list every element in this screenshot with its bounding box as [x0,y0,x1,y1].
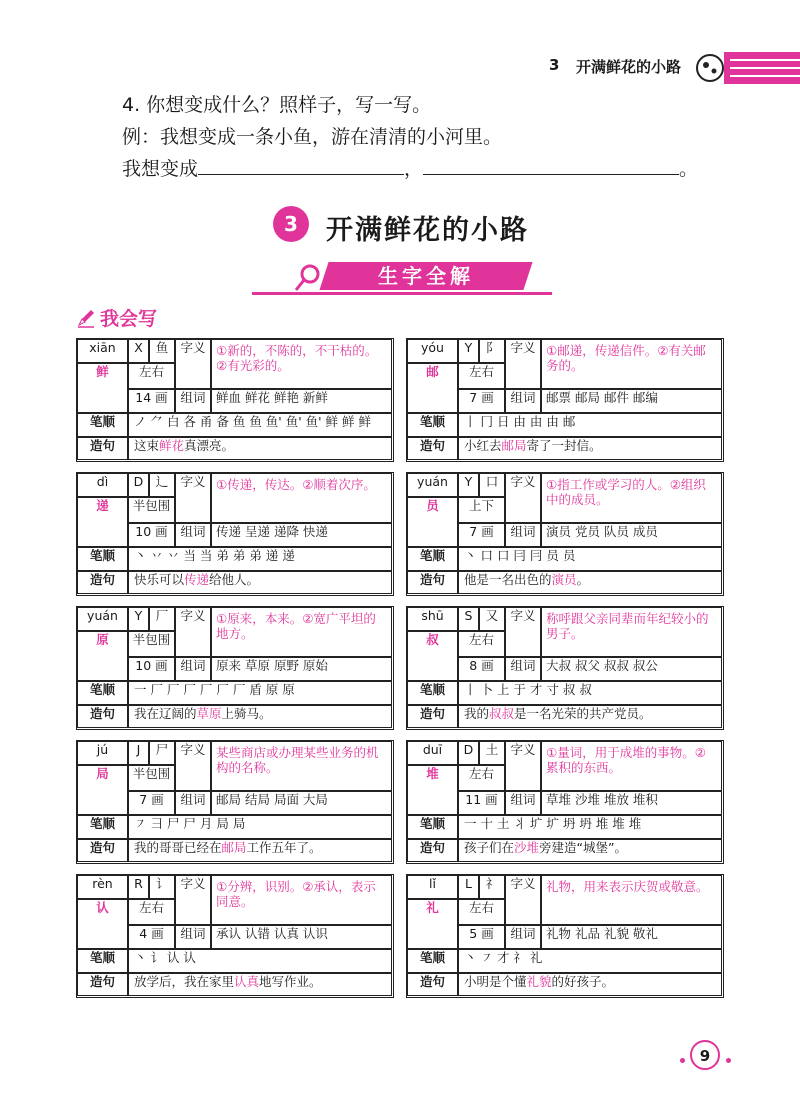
meaning-text: ①量词，用于成堆的事物。②累积的东西。 [541,741,722,791]
meaning-text: 礼物，用来表示庆贺或敬意。 [541,875,722,925]
sentence-pre: 小明是个懂 [464,974,527,989]
stroke-count: 11 画 [458,791,505,815]
sentence-pre: 这束 [134,438,160,453]
initial-letter: Y [458,339,479,363]
sentence-highlight: 传递 [184,572,210,587]
sentence-highlight: 礼貌 [526,974,552,989]
meaning-text: ①新的，不陈的，不干枯的。②有光彩的。 [211,339,392,389]
sentence-pre: 快乐可以 [134,572,185,587]
strokes-label: 笔顺 [77,949,128,973]
pinyin: dì [77,473,128,497]
initial-letter: S [458,607,479,631]
radical: 尸 [149,741,175,765]
sentence-highlight: 草原 [196,706,222,721]
subsection-label: 我会写 [100,308,158,330]
words-label: 组词 [175,389,211,413]
character-card [406,472,724,596]
initial-letter: Y [458,473,479,497]
character-card [76,338,394,462]
strokes-label: 笔顺 [407,949,458,973]
sentence-post: 的好孩子。 [551,974,615,989]
sentence-label: 造句 [77,571,128,594]
pinyin: xiān [77,339,128,363]
word-list: 承认 认错 认真 认识 [211,925,392,949]
fill-prefix: 我想变成 [122,158,199,180]
stroke-count: 8 画 [458,657,505,681]
stroke-count: 7 画 [458,523,505,547]
sentence-post: 旁建造“城堡”。 [539,840,627,855]
sentence-pre: 小红去 [464,438,502,453]
example-sentence [128,705,392,728]
meaning-text: 某些商店或办理某些业务的机构的名称。 [211,741,392,791]
fill-comma: ， [404,158,424,180]
page-dot-right [726,1058,731,1063]
stroke-count: 14 画 [128,389,175,413]
sentence-label: 造句 [77,973,128,996]
character-card [406,338,724,462]
sentence-post: 地写作业。 [259,974,322,989]
pinyin: lǐ [407,875,458,899]
sentence-highlight: 认真 [234,974,260,989]
words-label: 组词 [505,523,541,547]
page-dot-left [680,1058,685,1063]
structure: 左右 [128,363,175,389]
character-card [406,874,724,998]
meaning-label: 字义 [175,741,211,791]
sentence-post: 。 [576,572,590,587]
stroke-order: 一 厂 厂 厂 厂 厂 厂 盾 原 原 [128,681,392,705]
sentence-label: 造句 [77,705,128,728]
sentence-highlight: 叔叔 [489,706,515,721]
meaning-text: ①传递，传达。②顺着次序。 [211,473,392,523]
words-label: 组词 [505,925,541,949]
character: 认 [77,899,128,949]
meaning-text: 称呼跟父亲同辈而年纪较小的男子。 [541,607,722,657]
word-list: 礼物 礼品 礼貌 敬礼 [541,925,722,949]
initial-letter: D [458,741,479,765]
initial-letter: X [128,339,149,363]
word-list: 大叔 叔父 叔叔 叔公 [541,657,722,681]
sentence-post: 工作五年了。 [246,840,322,855]
meaning-label: 字义 [505,473,541,523]
question-example: 例：我想变成一条小鱼，游在清清的小河里。 [122,126,503,148]
stroke-order: 丶 ㇇ 才 礻 礼 [458,949,722,973]
structure: 半包围 [128,765,175,791]
strokes-label: 笔顺 [407,547,458,571]
radical: 厂 [149,607,175,631]
pinyin: yuán [407,473,458,497]
example-sentence [458,839,722,862]
character-card [76,874,394,998]
example-sentence [458,973,722,996]
initial-letter: Y [128,607,149,631]
example-sentence [458,571,722,594]
meaning-label: 字义 [175,607,211,657]
word-list: 草堆 沙堆 堆放 堆积 [541,791,722,815]
sentence-highlight: 鲜花 [159,438,185,453]
meaning-text: ①原来，本来。②宽广平坦的地方。 [211,607,392,657]
stroke-order: ㇇ 彐 尸 尸 月 局 局 [128,815,392,839]
initial-letter: J [128,741,149,765]
strokes-label: 笔顺 [407,681,458,705]
meaning-label: 字义 [505,607,541,657]
lesson-heading [0,198,800,248]
strokes-label: 笔顺 [77,413,128,437]
sentence-label: 造句 [407,839,458,862]
radical: 礻 [479,875,505,899]
initial-letter: L [458,875,479,899]
header-decoration-icon [694,46,800,90]
meaning-text: ①分辨，识别。②承认，表示同意。 [211,875,392,925]
sentence-pre: 他是一名出色的 [464,572,552,587]
answer-blank-2[interactable] [423,156,679,175]
pencil-icon [76,308,96,328]
words-label: 组词 [505,657,541,681]
meaning-label: 字义 [505,875,541,925]
pinyin: yóu [407,339,458,363]
sentence-post: 给他人。 [209,572,260,587]
structure: 左右 [458,631,505,657]
sentence-post: 是一名光荣的共产党员。 [514,706,652,721]
character-card [406,740,724,864]
sentence-pre: 我的哥哥已经在 [134,840,222,855]
sentence-label: 造句 [407,705,458,728]
sentence-label: 造句 [77,437,128,460]
pinyin: duī [407,741,458,765]
word-list: 原来 草原 原野 原始 [211,657,392,681]
lesson-number-badge: 3 [273,206,309,242]
stroke-order: ノ ⺈ 白 各 甬 备 鱼 鱼 鱼' 鱼' 鱼' 鲜 鲜 鲜 [128,413,392,437]
meaning-label: 字义 [175,339,211,389]
radical: 又 [479,607,505,631]
character: 局 [77,765,128,815]
word-list: 演员 党员 队员 成员 [541,523,722,547]
answer-blank-1[interactable] [198,156,404,175]
example-sentence [128,973,392,996]
stroke-order: 丶 讠 认 认 [128,949,392,973]
sentence-highlight: 演员 [551,572,577,587]
stroke-order: 丶 丷 丷 当 当 弟 弟 弟 递 递 [128,547,392,571]
character: 鲜 [77,363,128,413]
radical: 辶 [149,473,175,497]
structure: 半包围 [128,497,175,523]
word-list: 鲜血 鲜花 鲜艳 新鲜 [211,389,392,413]
sentence-highlight: 邮局 [221,840,247,855]
radical: 土 [479,741,505,765]
pinyin: jú [77,741,128,765]
sentence-label: 造句 [77,839,128,862]
structure: 左右 [458,899,505,925]
character: 员 [407,497,458,547]
strokes-label: 笔顺 [77,815,128,839]
example-sentence [458,437,722,460]
pinyin: shū [407,607,458,631]
question-fill-line [122,156,698,182]
character-card [76,740,394,864]
pinyin: rèn [77,875,128,899]
stroke-order: 一 十 土 丬 圹 圹 坍 坍 堆 堆 堆 [458,815,722,839]
strokes-label: 笔顺 [407,815,458,839]
character: 原 [77,631,128,681]
stroke-order: 丶 口 口 冃 冃 员 员 [458,547,722,571]
initial-letter: R [128,875,149,899]
example-sentence [128,839,392,862]
words-label: 组词 [175,523,211,547]
word-list: 邮局 结局 局面 大局 [211,791,392,815]
stroke-count: 7 画 [128,791,175,815]
stroke-order: 丨 卜 上 于 才 寸 叔 叔 [458,681,722,705]
running-header [0,40,800,90]
meaning-label: 字义 [505,339,541,389]
meaning-label: 字义 [175,875,211,925]
sentence-highlight: 沙堆 [514,840,540,855]
section-banner [252,258,552,300]
character-card [76,606,394,730]
banner-label: 生字全解 [378,264,474,288]
character: 叔 [407,631,458,681]
lesson-title: 开满鲜花的小路 [326,215,529,246]
character-card [406,606,724,730]
sentence-post: 真漂亮。 [184,438,235,453]
sentence-label: 造句 [407,571,458,594]
character: 堆 [407,765,458,815]
structure: 半包围 [128,631,175,657]
strokes-label: 笔顺 [77,547,128,571]
example-sentence [128,437,392,460]
sentence-label: 造句 [407,973,458,996]
header-lesson-title: 开满鲜花的小路 [576,58,682,76]
header-lesson-number: 3 [549,56,560,74]
words-label: 组词 [175,925,211,949]
strokes-label: 笔顺 [77,681,128,705]
example-sentence [128,571,392,594]
sentence-post: 上骑马。 [221,706,272,721]
words-label: 组词 [505,791,541,815]
stroke-count: 10 画 [128,657,175,681]
character: 邮 [407,363,458,413]
word-list: 邮票 邮局 邮件 邮编 [541,389,722,413]
words-label: 组词 [175,791,211,815]
structure: 上下 [458,497,505,523]
words-label: 组词 [505,389,541,413]
meaning-label: 字义 [175,473,211,523]
sentence-pre: 我在辽阔的 [134,706,197,721]
question-prompt: 4. 你想变成什么？照样子，写一写。 [122,94,432,116]
radical: 口 [479,473,505,497]
sentence-label: 造句 [407,437,458,460]
strokes-label: 笔顺 [407,413,458,437]
sentence-pre: 孩子们在 [464,840,515,855]
radical: 鱼 [149,339,175,363]
stroke-count: 10 画 [128,523,175,547]
page-number: 9 [690,1040,720,1070]
structure: 左右 [458,363,505,389]
pinyin: yuán [77,607,128,631]
structure: 左右 [458,765,505,791]
sentence-post: 寄了一封信。 [526,438,602,453]
structure: 左右 [128,899,175,925]
sentence-highlight: 邮局 [501,438,527,453]
radical: 阝 [479,339,505,363]
stroke-count: 7 画 [458,389,505,413]
words-label: 组词 [175,657,211,681]
character: 礼 [407,899,458,949]
initial-letter: D [128,473,149,497]
meaning-label: 字义 [505,741,541,791]
sentence-pre: 放学后，我在家里 [134,974,235,989]
fill-period: 。 [679,158,699,180]
sentence-pre: 我的 [464,706,490,721]
stroke-count: 5 画 [458,925,505,949]
stroke-count: 4 画 [128,925,175,949]
example-sentence [458,705,722,728]
character: 递 [77,497,128,547]
meaning-text: ①邮递，传递信件。②有关邮务的。 [541,339,722,389]
stroke-order: 丨 冂 日 由 由 由 邮 [458,413,722,437]
radical: 讠 [149,875,175,899]
word-list: 传递 呈递 递降 快递 [211,523,392,547]
character-card [76,472,394,596]
meaning-text: ①指工作或学习的人。②组织中的成员。 [541,473,722,523]
